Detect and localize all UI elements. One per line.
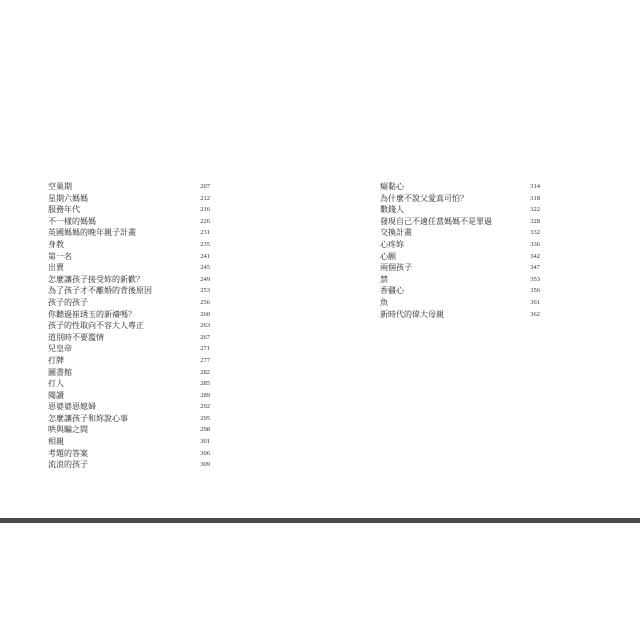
toc-entry-title: 兒皇帝 (48, 344, 72, 354)
toc-entry (48, 401, 210, 413)
toc-entry-title: 出賣 (48, 263, 64, 273)
toc-entry-title: 數錢人 (380, 205, 404, 215)
toc-entry (48, 355, 210, 367)
toc-entry-page-number: 295 (200, 414, 210, 422)
toc-entry-title: 第一名 (48, 251, 72, 261)
toc-entry (380, 216, 540, 228)
toc-entry-page-number: 253 (200, 287, 210, 295)
toc-left-column (48, 181, 210, 471)
toc-entry-title: 英國媽媽的晚年親子計畫 (48, 228, 136, 238)
toc-entry-page-number: 260 (200, 310, 210, 318)
toc-entry-title: 心疼妳 (380, 239, 404, 249)
toc-entry (380, 309, 540, 321)
toc-entry (48, 424, 210, 436)
toc-entry (48, 297, 210, 309)
toc-entry (48, 367, 210, 379)
toc-entry-page-number: 301 (200, 438, 210, 446)
toc-entry-title: 流浪的孩子 (48, 460, 88, 470)
toc-entry (48, 343, 210, 355)
toc-entry (380, 274, 540, 286)
toc-entry-page-number: 249 (200, 275, 210, 283)
toc-entry (380, 239, 540, 251)
toc-entry-title: 身教 (48, 239, 64, 249)
toc-entry (48, 204, 210, 216)
blank-footer-area (0, 523, 640, 640)
toc-entry-title: 魚 (380, 297, 388, 307)
toc-entry (48, 436, 210, 448)
toc-entry-title: 打人 (48, 379, 64, 389)
toc-entry-title: 孩子的性取向不容大人專正 (48, 321, 144, 331)
toc-entry (48, 285, 210, 297)
toc-entry-page-number: 226 (200, 217, 210, 225)
toc-entry-page-number: 332 (530, 229, 540, 237)
toc-entry-page-number: 361 (530, 298, 540, 306)
toc-entry-title: 孩子的孩子 (48, 297, 88, 307)
toc-entry-title: 交換計畫 (380, 228, 412, 238)
toc-entry (48, 193, 210, 205)
toc-entry (48, 378, 210, 390)
toc-entry (48, 390, 210, 402)
toc-entry (380, 297, 540, 309)
toc-entry (48, 309, 210, 321)
toc-entry-title: 心願 (380, 251, 396, 261)
toc-entry (48, 413, 210, 425)
toc-entry-title: 怎麼讓孩子接受妳的新歡？ (48, 274, 144, 284)
toc-entry (380, 262, 540, 274)
toc-entry-page-number: 309 (200, 461, 210, 469)
toc-entry-title: 你聽過崔琇玉的新禱嗎？ (48, 309, 136, 319)
toc-entry-title: 惡婆婆惡媳婦 (48, 402, 96, 412)
toc-entry (380, 285, 540, 297)
toc-entry-page-number: 216 (200, 206, 210, 214)
toc-entry (48, 227, 210, 239)
toc-entry (48, 239, 210, 251)
toc-right-column (380, 181, 540, 320)
toc-entry (48, 262, 210, 274)
toc-entry-title: 哄與騙之間 (48, 425, 88, 435)
toc-entry-title: 不一樣的媽媽 (48, 216, 96, 226)
toc-entry-page-number: 256 (200, 298, 210, 306)
toc-entry-title: 香疆心 (380, 286, 404, 296)
toc-entry-page-number: 322 (530, 206, 540, 214)
toc-entry-page-number: 285 (200, 380, 210, 388)
toc-entry-title: 服務年代 (48, 205, 80, 215)
toc-entry-page-number: 289 (200, 391, 210, 399)
toc-entry-title: 癡黏心 (380, 182, 404, 191)
toc-entry-title: 兩個孩子 (380, 263, 412, 273)
toc-entry-page-number: 353 (530, 275, 540, 283)
toc-entry (48, 216, 210, 228)
toc-entry (48, 251, 210, 263)
toc-entry-page-number: 306 (200, 449, 210, 457)
toc-entry-page-number: 292 (200, 403, 210, 411)
toc-entry-page-number: 277 (200, 356, 210, 364)
toc-entry-title: 發現自己不適任當媽媽不是罪過 (380, 216, 492, 226)
toc-entry (380, 204, 540, 216)
toc-entry-page-number: 347 (530, 264, 540, 272)
toc-entry (48, 274, 210, 286)
toc-entry-page-number: 298 (200, 426, 210, 434)
toc-entry-page-number: 207 (200, 183, 210, 190)
toc-entry-title: 考題的答案 (48, 448, 88, 458)
toc-entry-page-number: 235 (200, 240, 210, 248)
toc-entry-title: 閱讀 (48, 390, 64, 400)
toc-entry-page-number: 362 (530, 310, 540, 318)
toc-entry-page-number: 336 (530, 240, 540, 248)
toc-entry-page-number: 328 (530, 217, 540, 225)
toc-entry-page-number: 342 (530, 252, 540, 260)
toc-entry-title: 為了孩子才不離婚的背後原因 (48, 286, 152, 296)
toc-entry-title: 圖書館 (48, 367, 72, 377)
toc-entry-page-number: 212 (200, 194, 210, 202)
toc-entry (48, 459, 210, 471)
toc-entry (380, 227, 540, 239)
toc-entry-page-number: 245 (200, 264, 210, 272)
toc-entry-page-number: 271 (200, 345, 210, 353)
toc-entry (48, 448, 210, 460)
toc-entry-title: 為什麼不說父愛真可怕？ (380, 193, 468, 203)
toc-entry (380, 193, 540, 205)
toc-entry-title: 相親 (48, 437, 64, 447)
toc-entry (380, 181, 540, 193)
toc-entry-page-number: 263 (200, 322, 210, 330)
toc-entry-title: 星期六媽媽 (48, 193, 88, 203)
toc-entry-title: 新時代的偉大母親 (380, 309, 444, 319)
toc-entry-page-number: 267 (200, 333, 210, 341)
toc-entry-title: 打牌 (48, 355, 64, 365)
toc-entry (48, 181, 210, 193)
toc-entry (48, 332, 210, 344)
toc-entry-page-number: 282 (200, 368, 210, 376)
toc-entry-page-number: 231 (200, 229, 210, 237)
toc-entry-page-number: 314 (530, 183, 540, 190)
toc-entry-page-number: 241 (200, 252, 210, 260)
toc-entry-title: 道別時不要濫情 (48, 332, 104, 342)
toc-entry-title: 禁 (380, 274, 388, 284)
toc-entry-title: 怎麼讓孩子和妳說心事 (48, 413, 128, 423)
toc-entry (48, 320, 210, 332)
toc-entry-page-number: 318 (530, 194, 540, 202)
toc-entry-page-number: 356 (530, 287, 540, 295)
toc-entry (380, 251, 540, 263)
toc-entry-title: 空巢期 (48, 182, 72, 191)
